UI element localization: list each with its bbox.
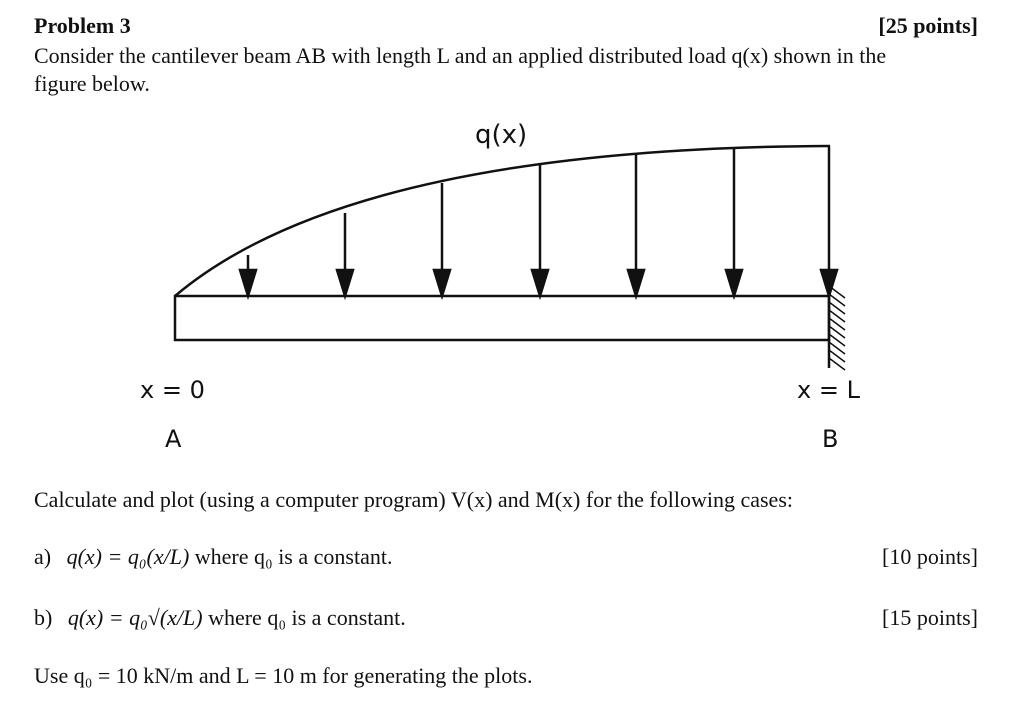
load-arrow: [532, 165, 548, 296]
end-label-b: B: [822, 425, 839, 453]
left-position-label: x = 0: [140, 376, 205, 404]
load-label: q(x): [475, 120, 528, 150]
load-arrows: [240, 146, 837, 296]
case-b-formula: q(x) = q₀√(x/L): [67, 605, 203, 630]
load-arrow: [821, 146, 837, 296]
beam: [175, 296, 829, 340]
load-arrow: [337, 213, 353, 296]
load-arrow: [434, 183, 450, 296]
intro-line-1: Consider the cantilever beam AB with length L and an applied distributed load q(x) shown in the: [34, 43, 887, 68]
intro-line-2: figure below.: [34, 71, 150, 96]
case-b-points: [15 points]: [882, 605, 978, 630]
case-a: [34, 543, 392, 571]
fixed-support-hatch: [829, 286, 845, 370]
case-a-points: [10 points]: [882, 544, 978, 569]
task-statement: Calculate and plot (using a computer program) V(x) and M(x) for the following cases:: [34, 487, 793, 512]
parameter-note: Use q₀ = 10 kN/m and L = 10 m for generating the plots.: [34, 663, 533, 688]
right-position-label: x = L: [797, 376, 860, 404]
case-b: [34, 604, 406, 632]
case-b-text: where q₀ is a constant.: [202, 605, 406, 630]
case-a-formula: q(x) = q₀(x/L): [66, 544, 190, 569]
case-a-label: a): [34, 544, 52, 569]
total-points: [25 points]: [878, 13, 978, 38]
load-arrow: [628, 154, 644, 296]
case-b-label: b): [34, 605, 53, 630]
case-a-text: where q₀ is a constant.: [189, 544, 393, 569]
load-arrow: [726, 148, 742, 296]
problem-title: Problem 3: [34, 13, 131, 38]
end-label-a: A: [165, 425, 182, 453]
load-arrow: [240, 255, 256, 296]
